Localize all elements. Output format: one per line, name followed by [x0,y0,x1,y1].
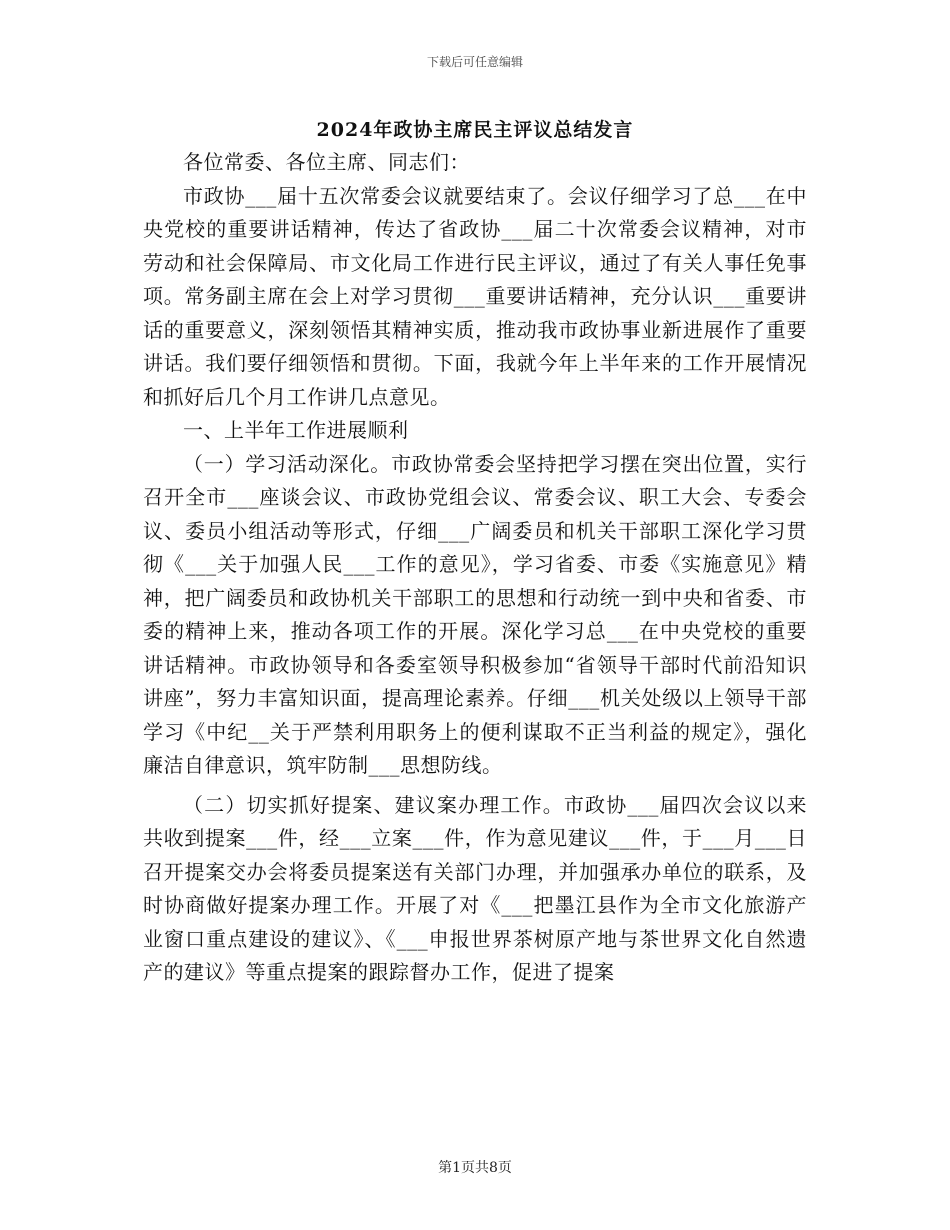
proposals-paragraph: （二）切实抓好提案、建议案办理工作。市政协___届四次会议以来共收到提案___件，经___立案___件，作为意见建议___件，于___月___日召开提案交办会将委员提案送有关部门办理，并加强承办单位的联系，及时协商做好提案办理工作。开展了对《___把墨江县作为全市文化旅游产业窗口重点建设的建议》、《___申报世界茶树原产地与茶世界文化自然遗产的建议》等重点提案的跟踪督办工作，促进了提案 [143,792,807,984]
intro-paragraph: 市政协___届十五次常委会议就要结束了。会议仔细学习了总___在中央党校的重要讲话精神，传达了省政协___届二十次常委会议精神，对市劳动和社会保障局、市文化局工作进行民主评议，通过了有关人事任免事项。常务副主席在会上对学习贯彻___重要讲话精神，充分认识___重要讲话的重要意义，深刻领悟其精神实质，推动我市政协事业新进展作了重要讲话。我们要仔细领悟和贯彻。下面，我就今年上半年来的工作开展情况和抓好后几个月工作讲几点意见。 [143,183,807,409]
document-body [143,146,807,990]
study-activities-paragraph: （一）学习活动深化。市政协常委会坚持把学习摆在突出位置，实行召开全市___座谈会议、市政协党组会议、常委会议、职工大会、专委会议、委员小组活动等形式，仔细___广阔委员和机关干部职工深化学习贯彻《___关于加强人民___工作的意见》，学习省委、市委《实施意见》精神，把广阔委员和政协机关干部职工的思想和行动统一到中央和省委、市委的精神上来，推动各项工作的开展。深化学习总___在中央党校的重要讲话精神。市政协领导和各委室领导积极参加“省领导干部时代前沿知识讲座”，努力丰富知识面，提高理论素养。仔细___机关处级以上领导干部学习《中纪__关于严禁利用职务上的便利谋取不正当利益的规定》，强化廉洁自律意识，筑牢防制___思想防线。 [143,451,807,777]
page-header: 下载后可任意编辑 [426,55,523,69]
section-heading: 一、上半年工作进展顺利 [183,418,409,442]
salutation-paragraph: 各位常委、各位主席、同志们： [183,150,470,174]
page-footer: 第1页共8页 [438,1160,512,1176]
document-title: 2024年政协主席民主评议总结发言 [316,119,634,141]
